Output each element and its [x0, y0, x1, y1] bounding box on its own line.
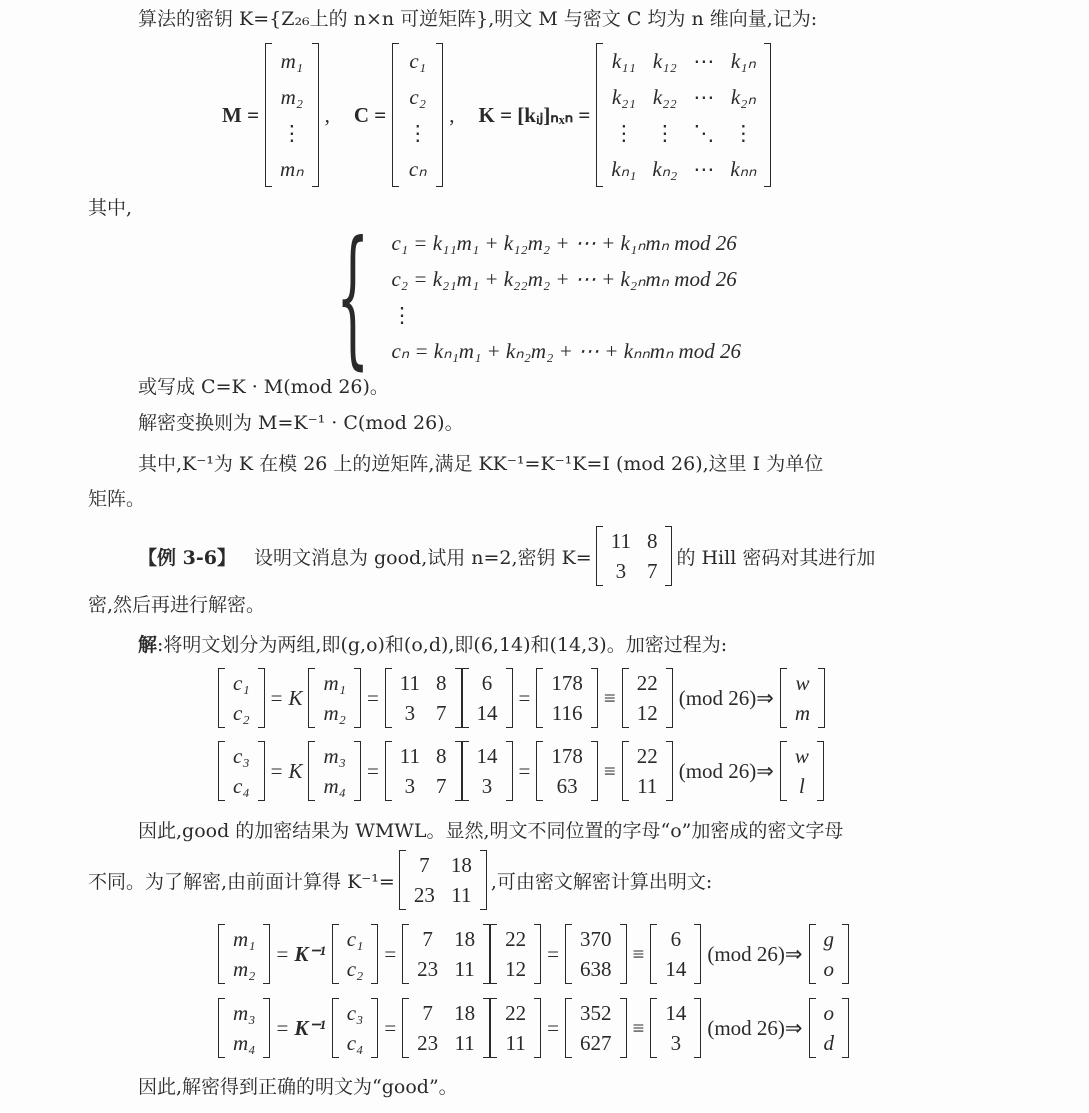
- or-write-paragraph: 或写成 C=K · M(mod 26)。: [138, 376, 389, 398]
- K-matrix: k₁₁ k₁₂ ⋯ k₁ₙ k₂₁ k₂₂ ⋯ k₂ₙ ⋮ ⋮ ⋱ ⋮ kₙ₁ kₙ₂ ⋯ kₙₙ: [596, 43, 771, 187]
- system-line: c₁ = k₁₁m₁ + k₁₂m₂ + ⋯ + k₁ₙmₙ mod 26: [391, 231, 737, 255]
- system-line: cₙ = kₙ₁m₁ + kₙ₂m₂ + ⋯ + kₙₙmₙ mod 26: [391, 339, 741, 363]
- left-brace: {: [336, 210, 370, 384]
- key-matrix: 11 8 3 7: [596, 526, 673, 586]
- inverse-key-matrix: 7 18 23 11: [399, 850, 487, 910]
- inverse-key-line: 不同。为了解密,由前面计算得 K⁻¹= 7 18 23 11 ,可由密文解密计算出明文:: [88, 850, 712, 910]
- equation-system: [336, 210, 741, 384]
- M-vector: m₁ m₂ ⋮ mₙ: [265, 43, 319, 187]
- system-line: c₂ = k₂₁m₁ + k₂₂m₂ + ⋯ + k₂ₙmₙ mod 26: [391, 267, 737, 291]
- decryption-equation-2: m₃ m₄ = K⁻¹ c₃ c₄ = 7 18 23 11 22 11 = 352 627 ≡ 14 3 (mod 26)⇒ o d: [218, 998, 849, 1058]
- example-label: 【例 3-6】: [138, 546, 236, 569]
- K-label: K = [kᵢⱼ]ₙₓₙ =: [478, 102, 591, 127]
- example-text-tail: 的 Hill 密码对其进行加: [676, 546, 876, 569]
- decryption-equation-1: m₁ m₂ = K⁻¹ c₁ c₂ = 7 18 23 11 22 12 = 370 638 ≡ 6 14 (mod 26)⇒ g o: [218, 924, 849, 984]
- where-label: 其中,: [88, 197, 133, 219]
- solution-paragraph: 解:将明文划分为两组,即(g,o)和(o,d),即(6,14)和(14,3)。加密过程为:: [138, 634, 728, 656]
- encryption-equation-1: c₁ c₂ = K m₁ m₂ = 11 8 3 7 6 14 = 178 116 ≡ 22 12 (mod 26)⇒ w m: [218, 668, 825, 728]
- encryption-equation-2: c₃ c₄ = K m₃ m₄ = 11 8 3 7 14 3 = 178 63 ≡ 22 11 (mod 26)⇒ w l: [218, 741, 824, 801]
- solution-label: 解: [138, 634, 158, 656]
- conclusion-paragraph: 因此,解密得到正确的明文为“good”。: [138, 1076, 458, 1098]
- example-heading: [138, 526, 875, 586]
- C-vector: c₁ c₂ ⋮ cₙ: [392, 43, 443, 187]
- definition-equations: M = m₁ m₂ ⋮ mₙ , C = c₁ c₂ ⋮ cₙ , K = [kᵢⱼ]ₙₓₙ = k₁₁ k₁₂ ⋯ k₁ₙ k₂₁ k₂₂ ⋯ k₂ₙ ⋮ ⋮ ⋱ ⋮ kₙ₁ kₙ₂ ⋯ kₙₙ: [222, 46, 771, 184]
- system-line: ⋮: [391, 303, 413, 327]
- result-paragraph: 因此,good 的加密结果为 WMWL。显然,明文不同位置的字母“o”加密成的密文字母: [138, 820, 844, 842]
- M-label: M =: [222, 102, 260, 127]
- inverse-note-paragraph: 其中,K⁻¹为 K 在模 26 上的逆矩阵,满足 KK⁻¹=K⁻¹K=I (mod 26),这里 I 为单位: [138, 453, 824, 475]
- example-text: 设明文消息为 good,试用 n=2,密钥 K=: [253, 546, 592, 569]
- decrypt-transform-paragraph: 解密变换则为 M=K⁻¹ · C(mod 26)。: [138, 412, 464, 434]
- inverse-note-continued: 矩阵。: [88, 488, 146, 510]
- C-label: C =: [353, 102, 387, 127]
- intro-paragraph: 算法的密钥 K={Z₂₆上的 n×n 可逆矩阵},明文 M 与密文 C 均为 n 维向量,记为:: [138, 8, 818, 30]
- example-continued: 密,然后再进行解密。: [88, 594, 266, 616]
